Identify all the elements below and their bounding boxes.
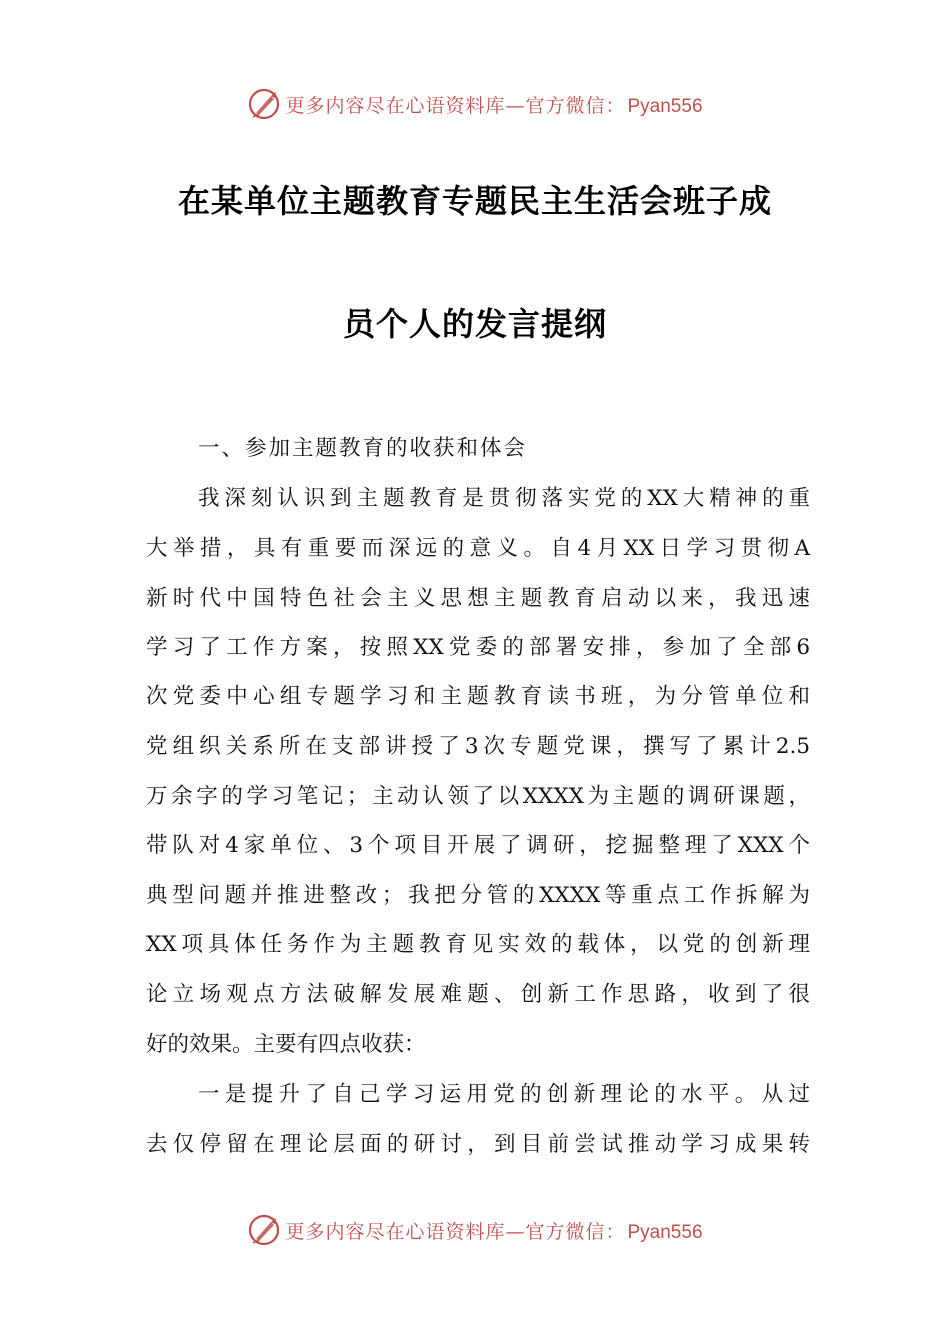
watermark-text: 更多内容尽在心语资料库—官方微信： Pyan556 bbox=[285, 94, 703, 117]
paragraph-line: 学习了工作方案，按照XX党委的部署安排，参加了全部6 bbox=[146, 635, 810, 660]
watermark-footer bbox=[0, 1210, 950, 1250]
paragraph-line: 论立场观点方法破解发展难题、创新工作思路，收到了很 bbox=[146, 982, 810, 1007]
document-title-line-2: 员个人的发言提纲 bbox=[342, 305, 607, 343]
watermark-header bbox=[0, 84, 950, 124]
paragraph-line: 好的效果。主要有四点收获： bbox=[146, 1032, 426, 1057]
paragraph-line: 新时代中国特色社会主义思想主题教育启动以来，我迅速 bbox=[146, 586, 810, 611]
paragraph-line: 次党委中心组专题学习和主题教育读书班，为分管单位和 bbox=[146, 684, 810, 709]
paragraph-line: 党组织关系所在支部讲授了3次专题党课，撰写了累计2.5 bbox=[146, 734, 810, 759]
quill-pen-logo-icon bbox=[247, 87, 281, 121]
watermark-text: 更多内容尽在心语资料库—官方微信： Pyan556 bbox=[285, 1220, 703, 1243]
paragraph-line: 一是提升了自己学习运用党的创新理论的水平。从过 bbox=[198, 1082, 810, 1107]
paragraph-line: 万余字的学习笔记；主动认领了以XXXX为主题的调研课题， bbox=[146, 784, 810, 809]
document-title-line-1: 在某单位主题教育专题民主生活会班子成 bbox=[177, 182, 772, 220]
paragraph-line: 去仅停留在理论层面的研讨，到目前尝试推动学习成果转 bbox=[146, 1132, 810, 1157]
paragraph-line: 典型问题并推进整改；我把分管的XXXX等重点工作拆解为 bbox=[146, 883, 810, 908]
paragraph-line: 大举措，具有重要而深远的意义。自4月XX日学习贯彻A bbox=[146, 536, 810, 561]
paragraph-line: XX项具体任务作为主题教育见实效的载体，以党的创新理 bbox=[146, 932, 810, 957]
section-heading: 一、参加主题教育的收获和体会 bbox=[198, 436, 528, 461]
watermark-wechat-id: Pyan556 bbox=[627, 95, 703, 117]
watermark-wechat-id: Pyan556 bbox=[627, 1221, 703, 1243]
paragraph-line: 带队对4家单位、3个项目开展了调研，挖掘整理了XXX个 bbox=[146, 833, 810, 858]
quill-pen-logo-icon bbox=[247, 1213, 281, 1247]
paragraph-line: 我深刻认识到主题教育是贯彻落实党的XX大精神的重 bbox=[198, 486, 810, 511]
